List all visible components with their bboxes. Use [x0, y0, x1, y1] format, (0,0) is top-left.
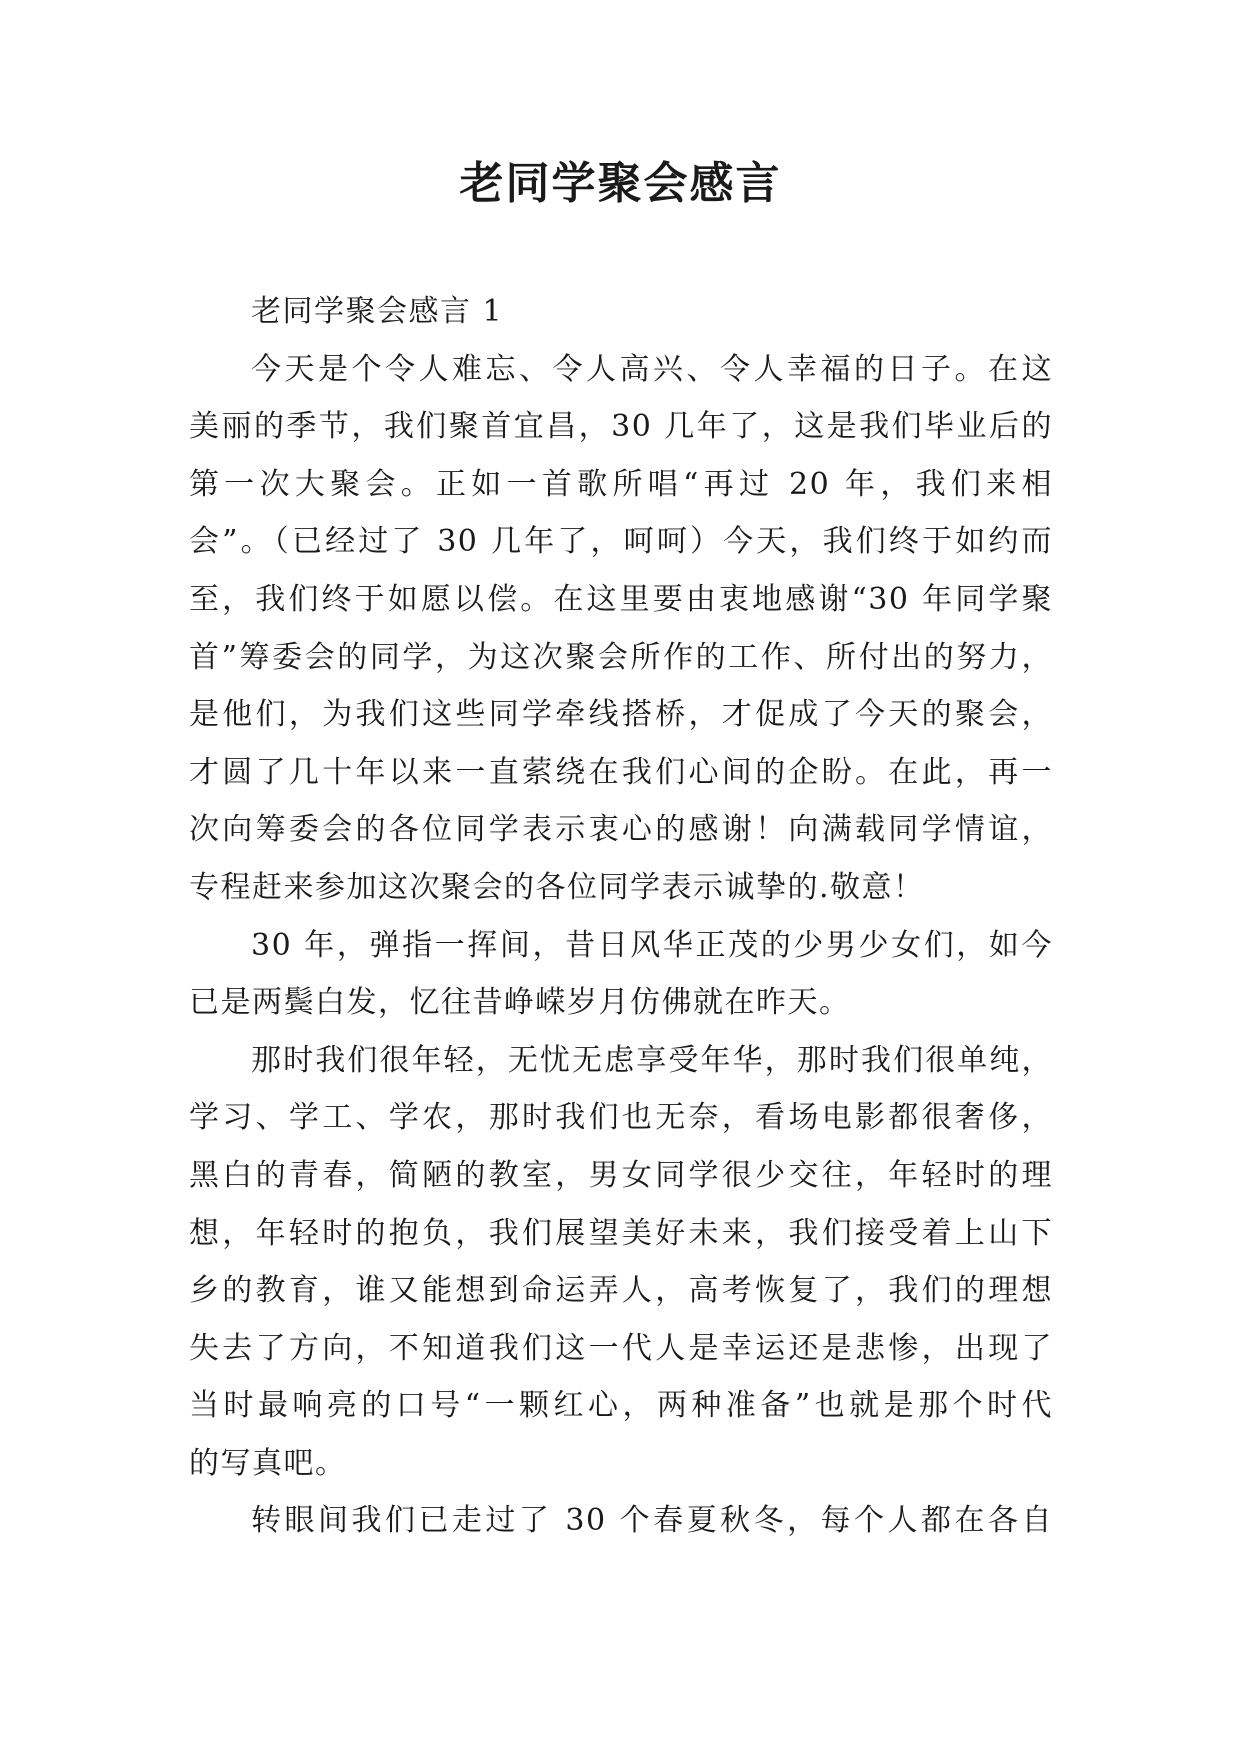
paragraph-line: 黑白的青春，简陋的教室，男女同学很少交往，年轻时的理: [189, 1157, 1053, 1193]
paragraph-line: 会”。（已经过了 30 几年了，呵呵）今天，我们终于如约而: [189, 524, 1053, 560]
paragraph-line: 第一次大聚会。正如一首歌所唱“再过 20 年，我们来相: [189, 466, 1053, 502]
paragraph-line: 才圆了几十年以来一直萦绕在我们心间的企盼。在此，再一: [189, 754, 1053, 790]
paragraph-line: 次向筹委会的各位同学表示衷心的感谢！向满载同学情谊，: [189, 812, 1053, 848]
paragraph-line: 学习、学工、学农，那时我们也无奈，看场电影都很奢侈，: [189, 1100, 1053, 1136]
paragraph-line: 是他们，为我们这些同学牵线搭桥，才促成了今天的聚会，: [189, 697, 1053, 733]
document-title: 老同学聚会感言: [459, 158, 782, 209]
paragraph-line: 的写真吧。: [189, 1445, 347, 1481]
paragraph-line: 至，我们终于如愿以偿。在这里要由衷地感谢“30 年同学聚: [189, 581, 1053, 617]
paragraph-line: 首”筹委会的同学，为这次聚会所作的工作、所付出的努力，: [189, 639, 1053, 675]
paragraph-line: 当时最响亮的口号“一颗红心，两种准备”也就是那个时代: [189, 1388, 1053, 1424]
section-heading: 老同学聚会感言 1: [251, 294, 504, 329]
paragraph-line: 那时我们很年轻，无忧无虑享受年华，那时我们很单纯，: [251, 1042, 1053, 1078]
paragraph-line: 今天是个令人难忘、令人高兴、令人幸福的日子。在这: [251, 351, 1053, 387]
document-body: [189, 283, 1053, 1550]
paragraph-line: 美丽的季节，我们聚首宜昌，30 几年了，这是我们毕业后的: [189, 409, 1053, 445]
paragraph-line: 30 年，弹指一挥间，昔日风华正茂的少男少女们，如今: [251, 927, 1053, 963]
paragraph-line: 已是两鬓白发，忆往昔峥嵘岁月仿佛就在昨天。: [189, 985, 851, 1021]
paragraph-line: 专程赶来参加这次聚会的各位同学表示诚挚的.敬意！: [189, 869, 925, 905]
paragraph-line: 转眼间我们已走过了 30 个春夏秋冬，每个人都在各自: [251, 1503, 1053, 1539]
paragraph-line: 想，年轻时的抱负，我们展望美好未来，我们接受着上山下: [189, 1215, 1053, 1251]
paragraph-line: 失去了方向，不知道我们这一代人是幸运还是悲惨，出现了: [189, 1330, 1053, 1366]
paragraph-line: 乡的教育，谁又能想到命运弄人，高考恢复了，我们的理想: [189, 1273, 1053, 1309]
